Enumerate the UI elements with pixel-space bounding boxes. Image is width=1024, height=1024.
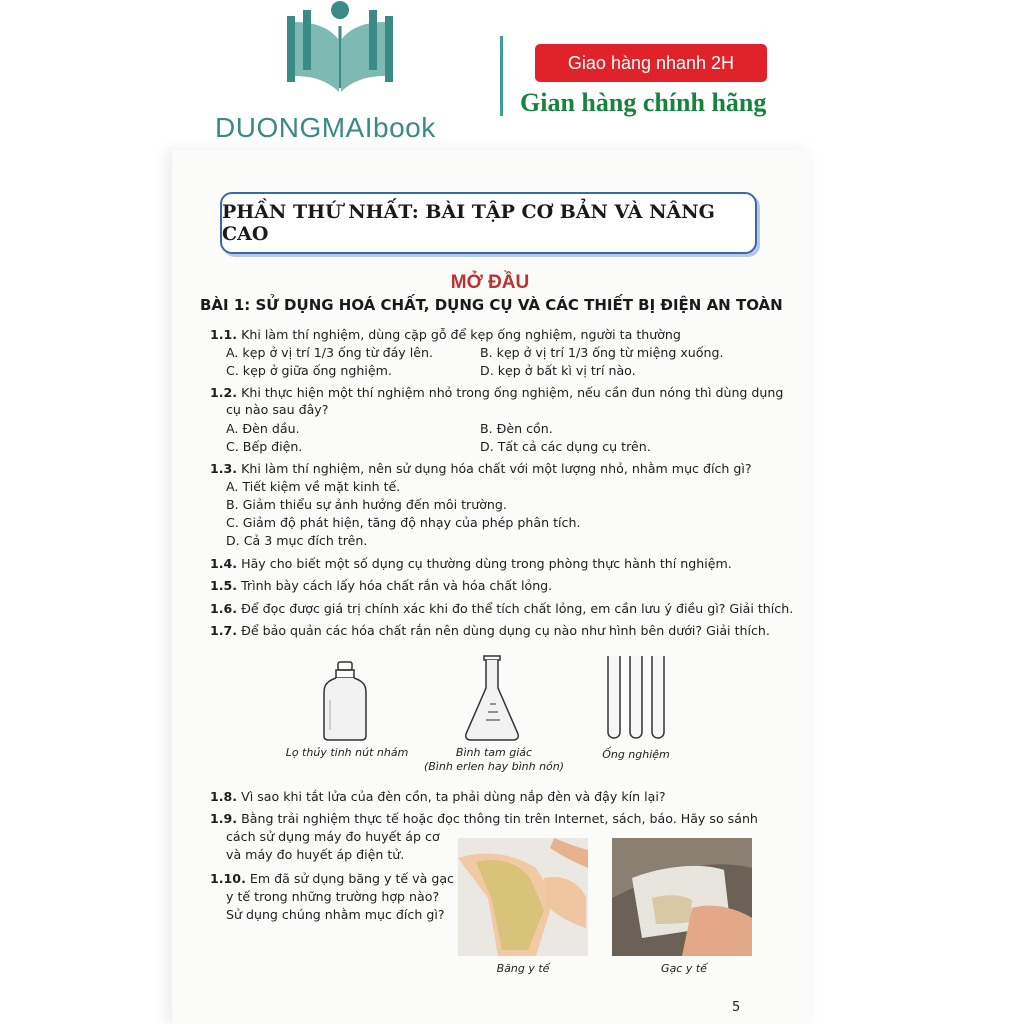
option-d: D. kẹp ở bất kì vị trí nào. [480,363,636,378]
question-text: Trình bày cách lấy hóa chất rắn và hóa chất lỏng. [241,578,553,593]
question-1-10 [210,870,454,888]
option-c: C. kẹp ở giữa ống nghiệm. [226,363,392,378]
question-text: Để đọc được giá trị chính xác khi đo thể tích chất lỏng, em cần lưu ý điều gì? Giải thích. [241,601,794,616]
question-number: 1.9. [210,811,238,826]
header-divider [500,36,503,116]
question-number: 1.7. [210,623,238,638]
brand-name: DUONGMAIbook [215,112,436,143]
option-d: D. Cả 3 mục đích trên. [226,533,368,548]
gauze-photo [612,838,752,956]
question-text: Khi làm thí nghiệm, nên sử dụng hóa chất với một lượng nhỏ, nhằm mục đích gì? [241,461,752,476]
delivery-badge: Giao hàng nhanh 2H [535,44,767,82]
question-1-8 [210,788,666,806]
tubes-caption: Ống nghiệm [602,748,670,761]
question-text: Khi thực hiện một thí nghiệm nhỏ trong ống nghiệm, nếu cần đun nóng thì dùng dụng [241,385,784,400]
question-number: 1.6. [210,601,238,616]
question-text-line2: y tế trong những trường hợp nào? [226,889,440,904]
option-a: A. Đèn dầu. [226,421,300,436]
flask-caption-line2: (Bình erlen hay bình nón) [423,760,565,773]
option-b: B. kẹp ở vị trí 1/3 ống từ miệng xuống. [480,345,724,360]
page-number: 5 [732,1000,741,1015]
lesson-title: BÀI 1: SỬ DỤNG HOÁ CHẤT, DỤNG CỤ VÀ CÁC THIẾT BỊ ĐIỆN AN TOÀN [200,296,783,314]
bottle-caption: Lọ thủy tinh nút nhám [285,746,409,759]
question-1-1 [210,326,681,344]
question-text-line3: Sử dụng chúng nhằm mục đích gì? [226,907,445,922]
question-number: 1.1. [210,327,238,342]
question-text: Vì sao khi tắt lửa của đèn cồn, ta phải dùng nắp đèn và đậy kín lại? [241,789,666,804]
question-1-5 [210,577,552,595]
erlenmeyer-flask-icon [462,654,522,742]
question-number: 1.2. [210,385,238,400]
question-1-7 [210,622,770,640]
question-text: Khi làm thí nghiệm, dùng cặp gỗ để kẹp ống nghiệm, người ta thường [241,327,681,342]
flask-caption: Bình tam giác [455,746,533,759]
gauze-caption: Gạc y tế [661,962,707,975]
question-1-6 [210,600,793,618]
question-text-line2: cụ nào sau đây? [226,402,329,417]
question-1-4 [210,555,732,573]
option-d: D. Tất cả các dụng cụ trên. [480,439,651,454]
option-b: B. Giảm thiểu sự ảnh hưởng đến môi trường. [226,497,507,512]
option-c: C. Bếp điện. [226,439,303,454]
option-c: C. Giảm độ phát hiện, tăng độ nhạy của phép phân tích. [226,515,581,530]
question-text: Để bảo quản các hóa chất rắn nên dùng dụng cụ nào như hình bên dưới? Giải thích. [241,623,770,638]
question-number: 1.5. [210,578,238,593]
bandage-photo [458,838,588,956]
question-text: Em đã sử dụng băng y tế và gạc [249,871,454,886]
question-1-9 [210,810,758,828]
chapter-title: MỞ ĐẦU [450,272,530,293]
glass-bottle-icon [320,660,370,742]
question-text: Bằng trải nghiệm thực tế hoặc đọc thông tin trên Internet, sách, báo. Hãy so sánh [241,811,758,826]
question-number: 1.8. [210,789,238,804]
option-a: A. Tiết kiệm về mặt kinh tế. [226,479,401,494]
question-text-line3: và máy đo huyết áp điện tử. [226,847,405,862]
question-number: 1.4. [210,556,238,571]
question-text-line2: cách sử dụng máy đo huyết áp cơ [226,829,440,844]
question-text: Hãy cho biết một số dụng cụ thường dùng trong phòng thực hành thí nghiệm. [241,556,732,571]
book-logo-icon [215,0,475,110]
official-store-label: Gian hàng chính hãng [520,88,767,117]
question-1-3 [210,460,752,478]
section-title: PHẦN THỨ NHẤT: BÀI TẬP CƠ BẢN VÀ NÂNG CAO [220,192,757,254]
brand-logo [215,0,475,150]
question-number: 1.10. [210,871,246,886]
bandage-caption: Băng y tế [496,962,550,975]
option-b: B. Đèn cồn. [480,421,553,436]
question-number: 1.3. [210,461,238,476]
question-1-2 [210,384,783,402]
test-tubes-icon [604,652,668,744]
option-a: A. kẹp ở vị trí 1/3 ống từ đáy lên. [226,345,433,360]
